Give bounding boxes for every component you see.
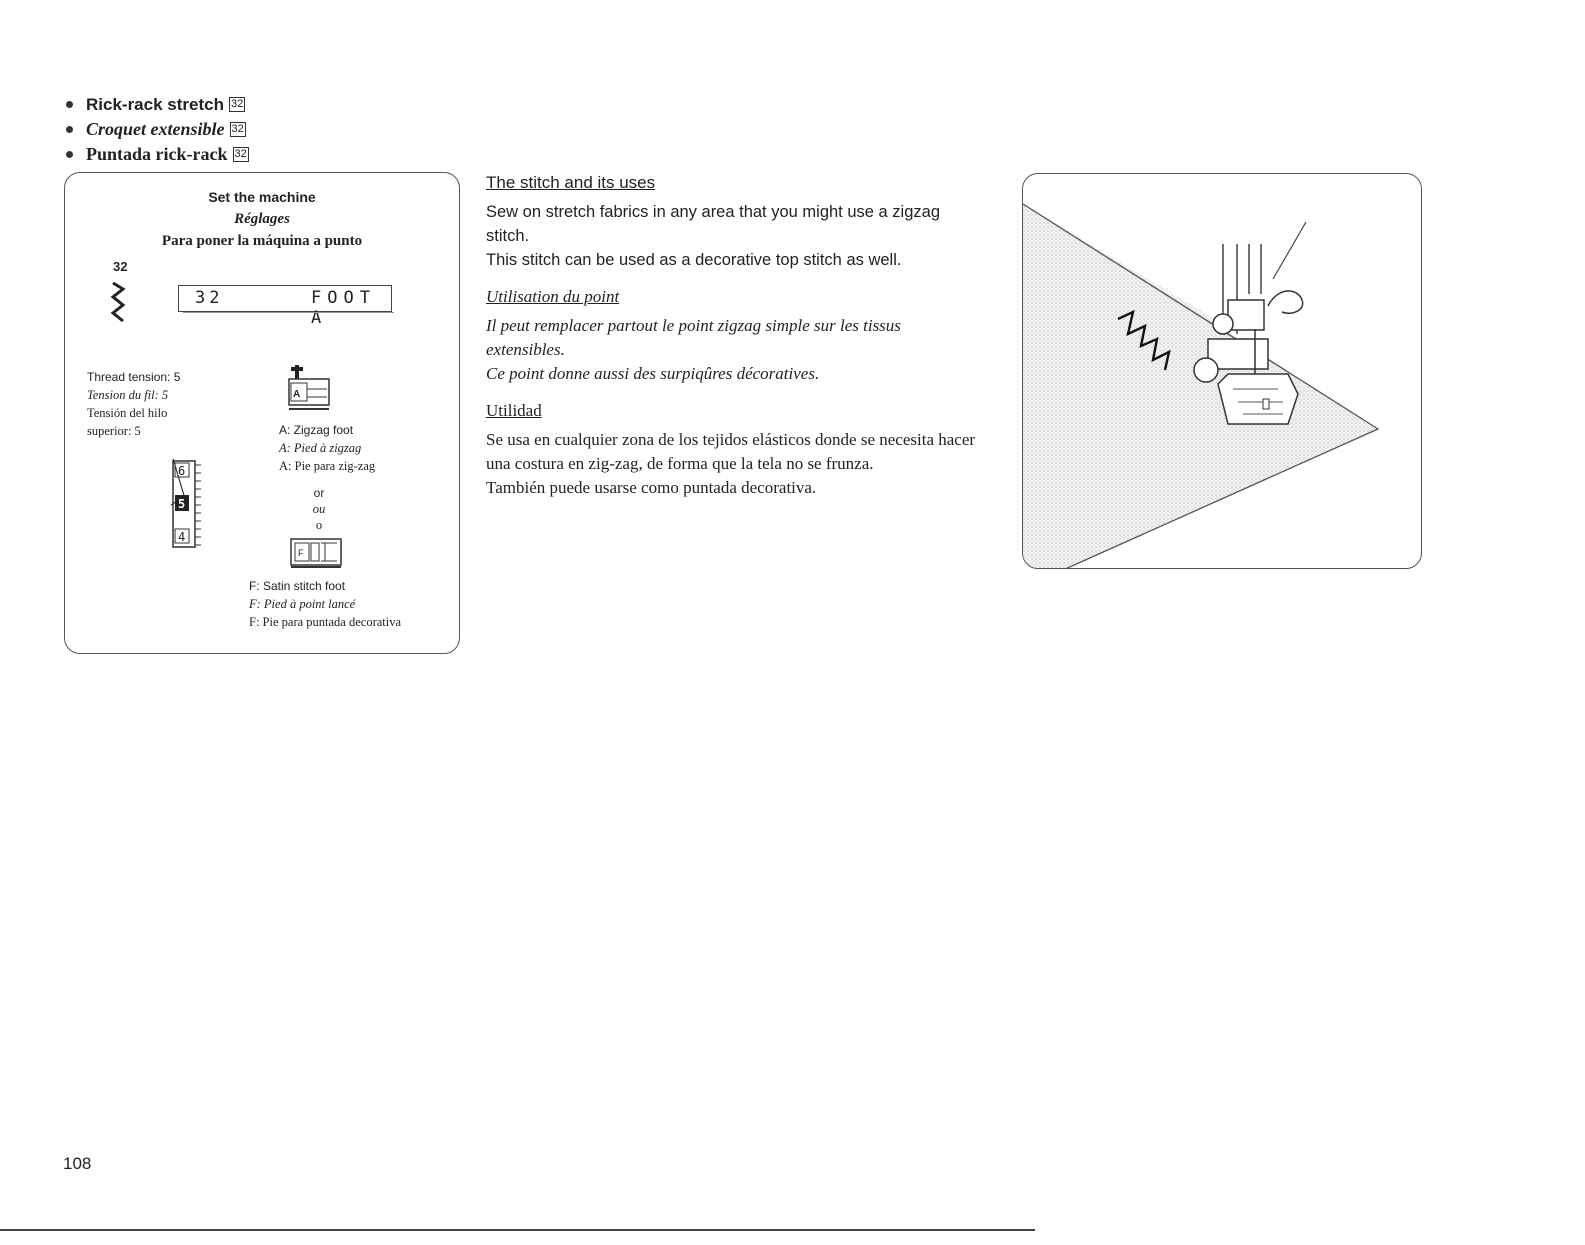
lcd-foot-indicator: FOOT A [311,288,376,328]
stitch-number-box: 32 [231,123,244,135]
stitch-number-box: 32 [230,98,244,110]
section-fr [486,286,976,386]
svg-text:F: F [298,548,304,558]
or-es: o [315,518,323,532]
section-en [486,172,976,272]
dial-value-6: 6 [178,464,186,478]
foot-f-fr: F: Pied à point lancé [249,597,356,611]
heading-fr [66,117,249,142]
dial-value-4: 4 [178,530,186,544]
dial-value-5: 5 [178,497,186,511]
foot-f-es: F: Pie para puntada decorativa [249,615,402,629]
settings-title-en: Set the machine [208,189,316,205]
stitch-headings [66,92,249,167]
svg-text:A: A [293,389,301,400]
section-es-p1: Se usa en cualquier zona de los tejidos elásticos donde se necesita hacer una costura en zig-zag, de forma que la tela no se frunza. [486,430,976,473]
section-heading-en: The stitch and its uses [486,173,656,192]
heading-es [66,142,249,167]
thread-tension-text [87,368,180,440]
machine-settings-panel [64,172,460,654]
bullet-icon [66,151,73,158]
thread-tension-es: Tensión del hilo [87,406,168,420]
section-heading-fr: Utilisation du point [486,287,620,306]
foot-a-fr: A: Pied à zigzag [279,441,362,455]
or-fr: ou [312,502,326,516]
thread-tension-en: Thread tension: 5 [87,370,181,384]
thread-tension-fr: Tension du fil: 5 [87,388,169,402]
section-fr-p1: Il peut remplacer partout le point zigzag simple sur les tissus extensibles. [486,316,901,359]
rick-rack-stitch-icon [109,277,131,325]
lcd-shadow [183,312,394,316]
foot-f-text [249,577,401,631]
stitch-description [486,172,976,500]
foot-a-es: A: Pie para zig-zag [279,459,376,473]
stitch-number: 32 [113,259,128,274]
thread-tension-es-2: superior: 5 [87,424,141,438]
heading-en-text: Rick-rack stretch [86,94,224,114]
heading-es-text: Puntada rick-rack [86,144,228,164]
section-en-p2: This stitch can be used as a decorative top stitch as well. [486,251,902,269]
settings-title-es: Para poner la máquina a punto [161,233,363,249]
foot-a-en: A: Zigzag foot [279,423,354,437]
zigzag-foot-icon [287,365,337,413]
tension-dial-icon [169,459,209,551]
stitch-number-box: 32 [234,148,247,160]
section-en-p1: Sew on stretch fabrics in any area that you might use a zigzag stitch. [486,203,940,245]
presser-foot-illustration [1023,174,1422,569]
section-heading-es: Utilidad [486,401,542,420]
page-bottom-rule [0,1229,1035,1231]
bullet-icon [66,126,73,133]
settings-title-fr: Réglages [234,211,290,227]
satin-stitch-foot-icon [289,535,345,569]
foot-f-en: F: Satin stitch foot [249,579,346,593]
section-es [486,400,976,500]
section-es-p2: También puede usarse como puntada decorativa. [486,478,817,497]
heading-fr-text: Croquet extensible [86,119,225,139]
section-fr-p2: Ce point donne aussi des surpiqûres décoratives. [486,364,820,383]
lcd-stitch-number: 32 [195,288,224,308]
sewing-illustration [1022,173,1422,569]
foot-a-text [279,421,375,475]
or-text [305,485,333,533]
or-en: or [313,486,325,500]
page-number: 108 [63,1154,92,1173]
bullet-icon [66,101,73,108]
heading-en [66,92,249,117]
lcd-display [178,285,392,328]
